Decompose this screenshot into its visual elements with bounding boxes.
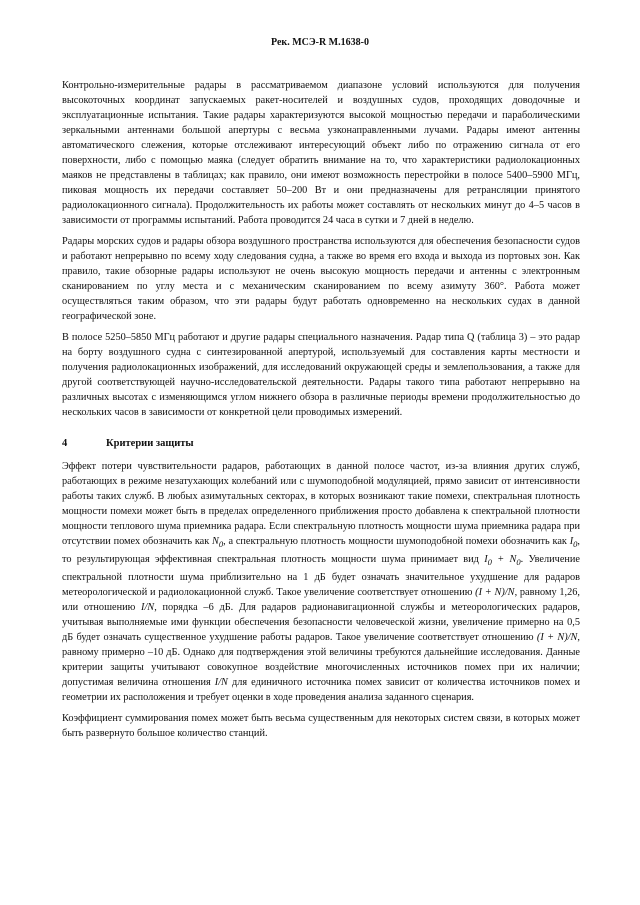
paragraph-tracking-radars: Контрольно-измерительные радары в рассматриваемом диапазоне условий используются для получения высокоточных координат запускаемых ракет-носителей и воздушных судов, проходящих доводочные и эксплуатационные испытания. Такие радары характеризуются высокой мощностью передачи и параболическими зеркальными антеннами большой апертуры с весьма узконаправленными лучами. Радары имеют антенны автоматического слежения, которые отслеживают интересующий объект либо по отражению сигнала от его поверхности, либо с помощью маяка (следует обратить внимание на то, что характеристики радиолокационных маяков не представлены в таблицах; как правило, они имеют возможность перестройки в полосе 5400–5900 МГц, пиковая мощность их передачи составляет 50–200 Вт и они предназначены для ретрансляции принятого радиолокационного сигнала). Продолжительность их работы может составлять от нескольких минут до 4–5 часов в зависимости от программы испытаний. Работа проводится 24 часа в сутки и 7 дней в неделю.	[62, 80, 580, 226]
section-heading	[62, 436, 580, 451]
paragraph-special-radars: В полосе 5250–5850 МГц работают и другие радары специального назначения. Радар типа Q (таблица 3) – это радар на борту воздушного судна с синтезированной апертурой, используемый для составления карты местности и получения радиолокационных изображений, для исследований окружающей среды и землепользования, а также для другой соответствующей научно-исследовательской деятельности. Радары такого типа работают непрерывно на различных высотах с изменяющимся углом нижнего обзора в различные периоды времени продолжительностью до нескольких часов в зависимости от конкретной цели проводимых измерений.	[62, 332, 580, 418]
section-title: Критерии защиты	[106, 438, 194, 449]
page-header: Рек. МСЭ-R M.1638-0	[271, 37, 369, 48]
document-body	[62, 78, 580, 747]
paragraph-aggregation-factor: Коэффициент суммирования помех может быть весьма существенным для некоторых систем связи, в которых может быть развернуто большое количество станций.	[62, 713, 580, 740]
section-number: 4	[62, 438, 68, 449]
paragraph-marine-radars: Радары морских судов и радары обзора воздушного пространства используются для обеспечения безопасности судов и работают непрерывно по всему ходу следования судна, а также во время его входа и выхода из портовых зон. Как правило, такие обзорные радары используют не очень высокую мощность передачи и антенны с электронным сканированием по углу места и с механическим сканированием по всему азимуту 360°. Работа может осуществляться таким образом, что эти радары будут работать одновременно на нескольких судах в данной географической зоне.	[62, 236, 580, 322]
paragraph-protection-criteria: Эффект потери чувствительности радаров, работающих в данной полосе частот, из-за влияния других служб, работающих в режиме незатухающих колебаний или с шумоподобной модуляцией, прямо зависит от интенсивности работы таких служб. В любых азимутальных секторах, в которых возникают такие помехи, спектральная плотность мощности помехи может быть в пределах определенного приближения просто добавлена к спектральной плотности мощности теплового шума приемника радара. Если спектральную плотность мощности шума приемника радара при отсутствии помех обозначить как $N_0$, а спектральную плотность мощности шумоподобной помехи обозначить как $I_0$, то результирующая эффективная спектральная плотность мощности шума принимает вид $I_0 + N_0$. Увеличение спектральной плотности шума приблизительно на 1 дБ будет означать значительное ухудшение для радаров метеорологической и радиолокационной служб. Такое увеличение соответствует отношению (I + N)/N, равному 1,26, или отношению I/N, порядка –6 дБ. Для радаров радионавигационной службы и метеорологических радаров, учитывая выполняемые ими функции обеспечения безопасности человеческой жизни, увеличение примерно на 0,5 дБ будет означать существенное ухудшение работы радаров. Такое увеличение соответствует отношению (I + N)/N, равному примерно –10 дБ. Однако для подтверждения этой величины требуются дальнейшие исследования. Данные критерии защиты учитывают совокупное воздействие многочисленных источников помех при их наличии; допустимая величина отношения I/N для единичного источника помех зависит от количества источников помех и геометрии их расположения и требует оценки в ходе проведения анализа заданного сценария.	[62, 461, 580, 704]
